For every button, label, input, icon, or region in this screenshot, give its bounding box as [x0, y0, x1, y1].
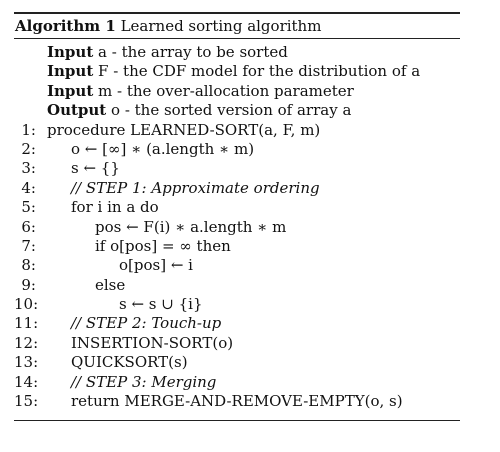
- line-text: o ← [∞] ∗ (a.length ∗ m): [71, 139, 255, 158]
- line-text: INSERTION-SORT(o): [71, 333, 234, 352]
- header-line: [14, 62, 460, 81]
- line-number: 1:: [21, 120, 36, 139]
- algorithm-lines: [14, 39, 460, 411]
- header-keyword: Input: [47, 81, 94, 100]
- caption-title: Learned sorting algorithm: [120, 17, 322, 35]
- caption-label: Algorithm 1: [15, 17, 116, 35]
- line-text: s ← {}: [71, 159, 120, 178]
- header-keyword: Input: [47, 43, 94, 61]
- header-text: o - the sorted version of array a: [111, 101, 352, 120]
- algorithm-line: [14, 159, 460, 178]
- line-number: 10:: [14, 295, 39, 314]
- line-number: 9:: [21, 275, 36, 294]
- algorithm-line: [14, 198, 460, 217]
- header-keyword: Output: [47, 101, 107, 120]
- line-text: QUICKSORT(s): [71, 353, 188, 372]
- line-number: 13:: [14, 353, 39, 372]
- header-line: [14, 82, 460, 101]
- algorithm-line: [14, 373, 460, 392]
- line-number: 12:: [14, 333, 39, 352]
- line-text: else: [95, 275, 126, 294]
- algorithm-line: [14, 353, 460, 372]
- bottom-rule: [14, 420, 460, 421]
- header-text: m - the over-allocation parameter: [98, 81, 354, 100]
- line-text: pos ← F(i) ∗ a.length ∗ m: [95, 217, 287, 236]
- line-text: if o[pos] = ∞ then: [95, 236, 231, 255]
- algorithm-line: [14, 140, 460, 159]
- line-number: 5:: [21, 198, 36, 217]
- line-number: 11:: [14, 314, 39, 333]
- algorithm-line: [14, 218, 460, 237]
- algorithm-line: [14, 256, 460, 275]
- line-text: o[pos] ← i: [119, 256, 193, 275]
- header-text: a - the array to be sorted: [98, 43, 288, 61]
- line-text: s ← s ∪ {i}: [119, 295, 203, 314]
- header-line: [14, 101, 460, 120]
- line-number: 3:: [21, 159, 36, 178]
- algorithm-line: [14, 334, 460, 353]
- algorithm-block: [14, 12, 460, 421]
- algorithm-line: [14, 179, 460, 198]
- line-number: 15:: [14, 392, 39, 411]
- line-text: for i in a do: [71, 198, 159, 217]
- line-text: // STEP 2: Touch-up: [71, 314, 222, 333]
- line-text: procedure LEARNED-SORT(a, F, m): [47, 120, 321, 139]
- algorithm-caption: [14, 14, 460, 35]
- line-number: 8:: [21, 256, 36, 275]
- line-number: 4:: [21, 178, 36, 197]
- line-number: 2:: [21, 139, 36, 158]
- line-text: // STEP 1: Approximate ordering: [71, 178, 320, 197]
- algorithm-line: [14, 237, 460, 256]
- line-number: 7:: [21, 236, 36, 255]
- algorithm-line: [14, 314, 460, 333]
- algorithm-line: [14, 276, 460, 295]
- line-text: return MERGE-AND-REMOVE-EMPTY(o, s): [71, 392, 403, 411]
- header-text: F - the CDF model for the distribution of a: [98, 62, 421, 81]
- line-number: 6:: [21, 217, 36, 236]
- algorithm-line: [14, 295, 460, 314]
- algorithm-line: [14, 392, 460, 411]
- header-keyword: Input: [47, 62, 94, 81]
- line-text: // STEP 3: Merging: [71, 372, 217, 391]
- line-number: 14:: [14, 372, 39, 391]
- algorithm-line: [14, 121, 460, 140]
- header-line: [14, 43, 460, 62]
